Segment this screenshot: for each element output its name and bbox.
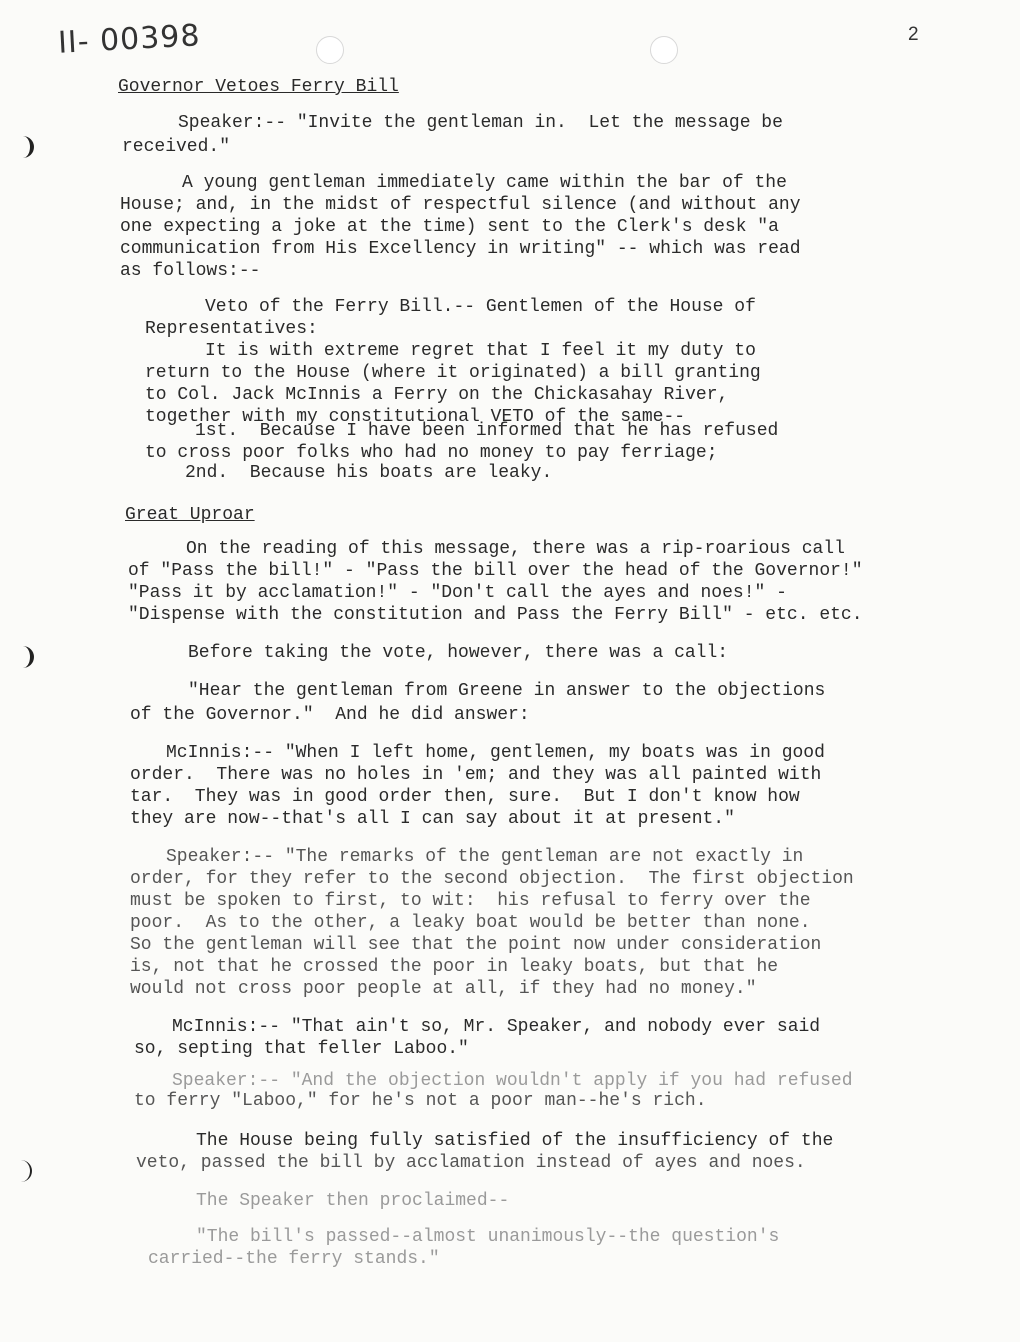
paragraph-line: Speaker:-- "The remarks of the gentleman are not exactly in	[166, 847, 804, 867]
paragraph-line: A young gentleman immediately came within the bar of the	[182, 173, 787, 193]
veto-line: together with my constitutional VETO of the same--	[145, 407, 686, 427]
paragraph-line: McInnis:-- "That ain't so, Mr. Speaker, and nobody ever said	[172, 1017, 821, 1037]
paragraph-line: Speaker:-- "Invite the gentleman in. Let the message be	[178, 113, 783, 133]
veto-line: return to the House (where it originated) a bill granting	[145, 363, 761, 383]
document-id: II- 00398	[57, 18, 202, 61]
paragraph-line: tar. They was in good order then, sure. But I don't know how	[130, 787, 800, 807]
paragraph-line: would not cross poor people at all, if they had no money."	[130, 979, 757, 999]
paragraph-line: House; and, in the midst of respectful silence (and without any	[120, 195, 801, 215]
page-number: 2	[908, 24, 919, 45]
paragraph-line: So the gentleman will see that the point now under consideration	[130, 935, 822, 955]
veto-line: It is with extreme regret that I feel it my duty to	[205, 341, 756, 361]
paragraph-line: one expecting a joke at the time) sent to the Clerk's desk "a	[120, 217, 779, 237]
paragraph-line: The House being fully satisfied of the insufficiency of the	[196, 1131, 834, 1151]
paragraph-line: McInnis:-- "When I left home, gentlemen, my boats was in good	[166, 743, 825, 763]
paragraph-line: poor. As to the other, a leaky boat would be better than none.	[130, 913, 811, 933]
paragraph-line: must be spoken to first, to wit: his refusal to ferry over the	[130, 891, 811, 911]
veto-line: 2nd. Because his boats are leaky.	[185, 463, 553, 483]
veto-line: Veto of the Ferry Bill.-- Gentlemen of the House of	[205, 297, 756, 317]
paragraph-line: received."	[122, 137, 231, 157]
paragraph-line: order, for they refer to the second objection. The first objection	[130, 869, 854, 889]
paragraph-line: order. There was no holes in 'em; and they was all painted with	[130, 765, 822, 785]
section-heading: Great Uproar	[125, 505, 255, 525]
paragraph-line: of the Governor." And he did answer:	[130, 705, 530, 725]
paragraph-line: "Hear the gentleman from Greene in answer to the objections	[188, 681, 826, 701]
paragraph-line: communication from His Excellency in writing" -- which was read	[120, 239, 801, 259]
paragraph-line: Before taking the vote, however, there was a call:	[188, 643, 729, 663]
paragraph-line: they are now--that's all I can say about it at present."	[130, 809, 735, 829]
paragraph-line: On the reading of this message, there was a rip-roarious call	[186, 539, 845, 559]
paragraph-line: "Dispense with the constitution and Pass the Ferry Bill" - etc. etc.	[128, 605, 863, 625]
paragraph-line: is, not that he crossed the poor in leaky boats, but that he	[130, 957, 779, 977]
paragraph-line: Speaker:-- "And the objection wouldn't apply if you had refused	[172, 1071, 853, 1091]
paragraph-line: carried--the ferry stands."	[148, 1249, 440, 1269]
paragraph-line: as follows:--	[120, 261, 261, 281]
veto-line: to Col. Jack McInnis a Ferry on the Chickasahay River,	[145, 385, 729, 405]
paragraph-line: The Speaker then proclaimed--	[196, 1191, 510, 1211]
paragraph-line: to ferry "Laboo," for he's not a poor man--he's rich.	[134, 1091, 707, 1111]
paragraph-line: "Pass it by acclamation!" - "Don't call the ayes and noes!" -	[128, 583, 787, 603]
paragraph-line: of "Pass the bill!" - "Pass the bill over the head of the Governor!"	[128, 561, 863, 581]
veto-line: to cross poor folks who had no money to pay ferriage;	[145, 443, 718, 463]
paragraph-line: so, septing that feller Laboo."	[134, 1039, 469, 1059]
section-heading: Governor Vetoes Ferry Bill	[118, 77, 399, 97]
veto-line: Representatives:	[145, 319, 318, 339]
veto-line: 1st. Because I have been informed that he has refused	[195, 421, 779, 441]
paragraph-line: "The bill's passed--almost unanimously--the question's	[196, 1227, 780, 1247]
paragraph-line: veto, passed the bill by acclamation instead of ayes and noes.	[136, 1153, 806, 1173]
